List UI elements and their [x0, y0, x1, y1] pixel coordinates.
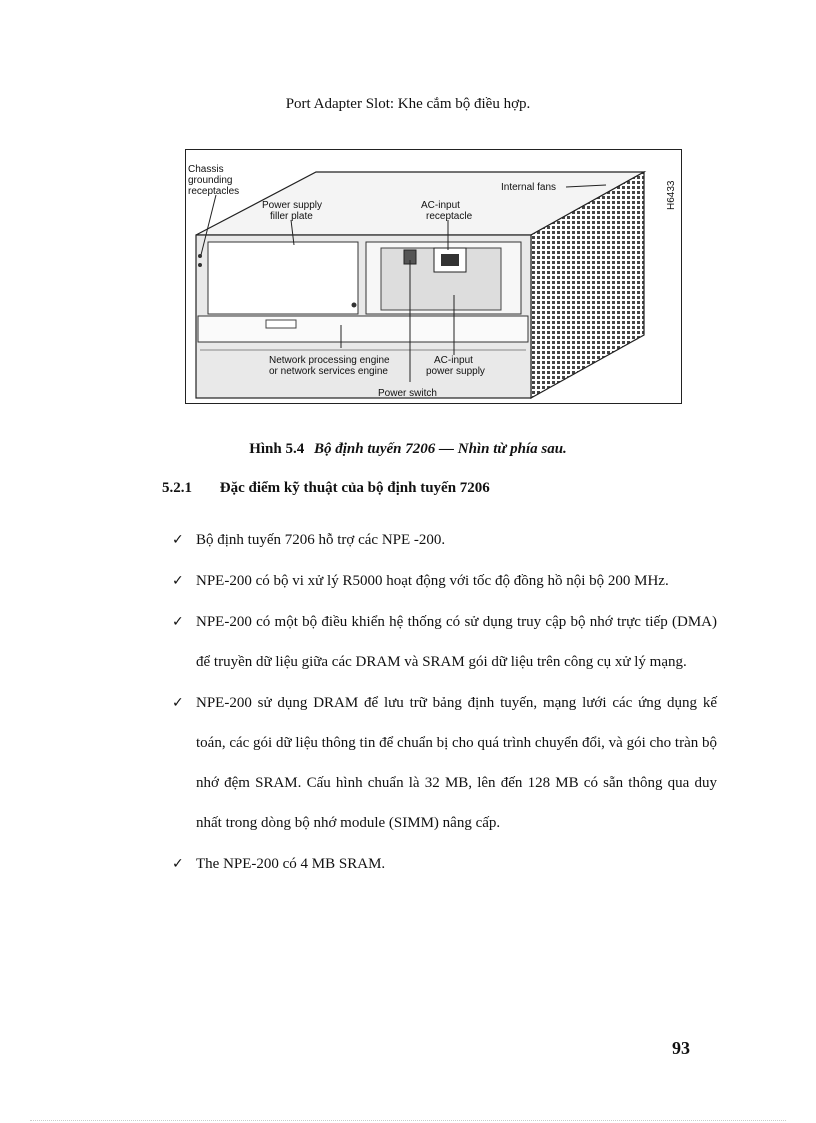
label-acin-1: AC-input: [421, 200, 460, 211]
list-item: ✓ NPE-200 có một bộ điều khiển hệ thống có sử dụng truy cập bộ nhớ trực tiếp (DMA) để truyền dữ liệu giữa các DRAM và SRAM gói dữ liệu trên công cụ xử lý mạng.: [172, 602, 717, 682]
router-illustration: [186, 150, 681, 403]
filler-plate: [208, 242, 358, 314]
label-filler-2: filler plate: [270, 211, 313, 222]
label-npe-1: Network processing engine: [269, 355, 390, 366]
label-acin-2: receptacle: [426, 211, 473, 222]
checkmark-icon: ✓: [172, 573, 184, 589]
section-title: Đặc điểm kỹ thuật của bộ định tuyến 7206: [219, 480, 490, 496]
label-chassis-3: receptacles: [188, 186, 240, 197]
label-filler-1: Power supply: [262, 200, 323, 211]
section-heading: [162, 480, 490, 497]
figure-caption: [0, 441, 816, 458]
label-npe-2: or network services engine: [269, 366, 388, 377]
section-number: 5.2.1: [162, 480, 192, 496]
router-rear-diagram: [185, 149, 682, 404]
list-item: ✓ The NPE-200 có 4 MB SRAM.: [172, 844, 717, 884]
checkmark-icon: ✓: [172, 856, 184, 872]
checkmark-icon: ✓: [172, 532, 184, 548]
page-number: 93: [672, 1038, 690, 1058]
label-fans: Internal fans: [501, 182, 557, 193]
label-acps-2: power supply: [426, 366, 485, 377]
figure-top-caption: Port Adapter Slot: Khe cắm bộ điều hợp.: [285, 96, 531, 112]
label-switch: Power switch: [378, 388, 437, 399]
label-acps-1: AC-input: [434, 355, 473, 366]
list-item: ✓ NPE-200 có bộ vi xử lý R5000 hoạt động với tốc độ đồng hồ nội bộ 200 MHz.: [172, 561, 717, 601]
npe-slot: [198, 316, 528, 342]
spec-list: [172, 520, 717, 885]
figure-number: Hình 5.4: [249, 441, 305, 457]
list-item: ✓ NPE-200 sử dụng DRAM để lưu trữ bảng định tuyến, mạng lưới các ứng dụng kế toán, các gói dữ liệu thông tin để chuẩn bị cho quá trình chuyển đổi, và gói cho tràn bộ nhớ đệm SRAM. Cấu hình chuẩn là 32 MB, lên đến 128 MB có sẵn thông qua duy nhất trong dòng bộ nhớ module (SIMM) nâng cấp.: [172, 683, 717, 843]
figure-title: Bộ định tuyến 7206 — Nhìn từ phía sau.: [313, 441, 567, 457]
checkmark-icon: ✓: [172, 695, 184, 711]
footer-divider: [30, 1120, 786, 1121]
label-figure-code: H6433: [666, 180, 677, 210]
list-item: ✓ Bộ định tuyến 7206 hỗ trợ các NPE -200.: [172, 520, 717, 560]
checkmark-icon: ✓: [172, 614, 184, 630]
label-chassis-1: Chassis: [188, 164, 224, 175]
label-chassis-2: grounding: [188, 175, 233, 186]
